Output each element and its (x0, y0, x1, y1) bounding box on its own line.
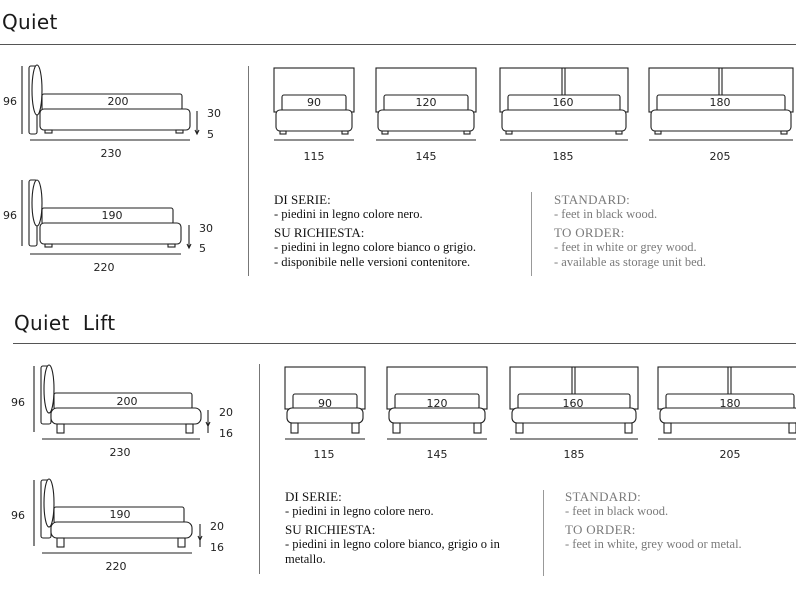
notes-divider (543, 490, 544, 576)
order-item: - available as storage unit bed. (554, 255, 707, 269)
bed-side-drawing (0, 362, 220, 452)
height-label: 96 (11, 509, 25, 522)
bed-side-drawing (0, 476, 220, 566)
height-label: 96 (11, 396, 25, 409)
order-item: - disponibile nelle versioni contenitore. (274, 255, 471, 269)
mattress-width-label: 120 (426, 397, 448, 410)
section-title-quiet-lift: Quiet Lift (14, 311, 116, 335)
mattress-length-label: 200 (116, 395, 138, 408)
bed-height-label: 30 (199, 222, 213, 235)
standard-heading: DI SERIE: (274, 192, 331, 207)
standard-item: - piedini in legno colore nero. (285, 504, 434, 518)
order-heading: SU RICHIESTA: (274, 225, 365, 240)
column-divider (248, 66, 249, 276)
total-width-label: 115 (313, 448, 335, 461)
section-title-quiet: Quiet (2, 10, 58, 34)
order-item: - feet in white or grey wood. (554, 240, 697, 254)
order-item: - piedini in legno colore bianco, grigio o in metallo. (285, 537, 500, 566)
total-width-label: 205 (709, 150, 731, 163)
total-width-label: 115 (303, 150, 325, 163)
bed-height-label: 30 (207, 107, 221, 120)
bed-height-label: 20 (210, 520, 224, 533)
section-divider (13, 343, 796, 344)
section-divider (0, 44, 796, 45)
standard-item: - feet in black wood. (554, 207, 658, 221)
feet-height-label: 5 (207, 128, 214, 141)
mattress-width-label: 180 (719, 397, 741, 410)
mattress-width-label: 160 (562, 397, 584, 410)
notes-divider (531, 192, 532, 276)
mattress-width-label: 90 (318, 397, 332, 410)
feet-height-label: 5 (199, 242, 206, 255)
total-width-label: 185 (552, 150, 574, 163)
order-heading: SU RICHIESTA: (285, 522, 376, 537)
standard-item: - feet in black wood. (565, 504, 669, 518)
total-width-label: 185 (563, 448, 585, 461)
notes-english (565, 489, 795, 552)
standard-heading: DI SERIE: (285, 489, 342, 504)
mattress-width-label: 90 (307, 96, 321, 109)
total-width-label: 145 (426, 448, 448, 461)
total-width-label: 205 (719, 448, 741, 461)
total-length-label: 230 (109, 446, 131, 459)
total-length-label: 220 (105, 560, 127, 573)
notes-italian (285, 489, 535, 567)
notes-italian (274, 192, 524, 270)
height-label: 96 (3, 95, 17, 108)
bed-height-label: 20 (219, 406, 233, 419)
total-width-label: 145 (415, 150, 437, 163)
mattress-width-label: 180 (709, 96, 731, 109)
bed-side-drawing (0, 176, 200, 266)
order-item: - feet in white, grey wood or metal. (565, 537, 742, 551)
total-length-label: 230 (100, 147, 122, 160)
order-item: - piedini in legno colore bianco o grigio. (274, 240, 477, 254)
standard-heading: STANDARD: (554, 192, 631, 207)
notes-english (554, 192, 794, 270)
standard-item: - piedini in legno colore nero. (274, 207, 423, 221)
column-divider (259, 364, 260, 574)
mattress-length-label: 190 (101, 209, 123, 222)
standard-heading: STANDARD: (565, 489, 642, 504)
mattress-width-label: 120 (415, 96, 437, 109)
order-heading: TO ORDER: (565, 522, 636, 537)
mattress-width-label: 160 (552, 96, 574, 109)
order-heading: TO ORDER: (554, 225, 625, 240)
mattress-length-label: 190 (109, 508, 131, 521)
total-length-label: 220 (93, 261, 115, 274)
feet-height-label: 16 (219, 427, 233, 440)
feet-height-label: 16 (210, 541, 224, 554)
height-label: 96 (3, 209, 17, 222)
bed-side-drawing (0, 60, 200, 150)
mattress-length-label: 200 (107, 95, 129, 108)
